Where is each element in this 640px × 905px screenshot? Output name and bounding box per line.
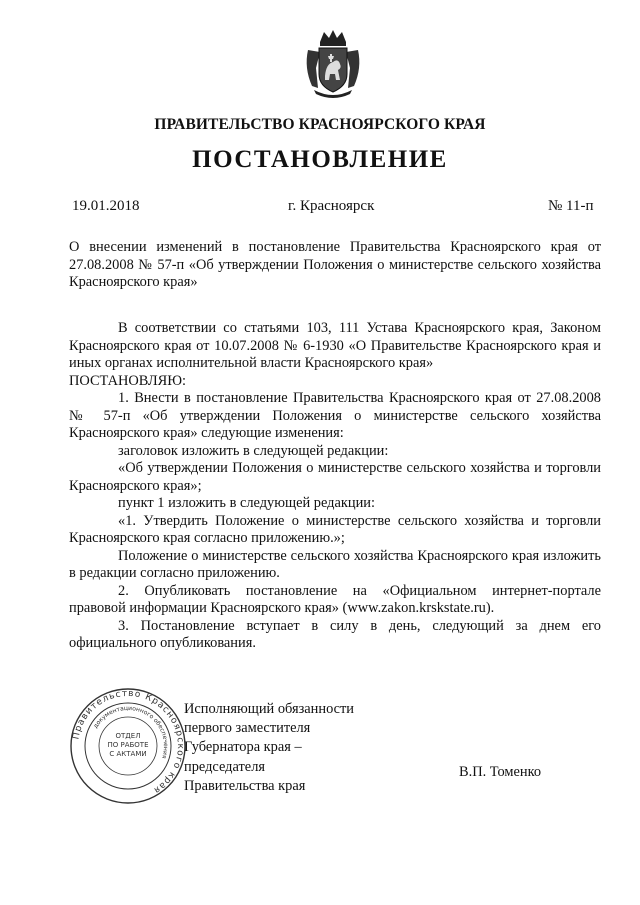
official-stamp [68,686,188,806]
title-new: «Об утверждении Положения о министерстве сельского хозяйства и торговли Красноярского края»; [69,460,601,494]
preamble: В соответствии со статьями 103, 111 Устава Красноярского края, Законом Красноярского края от 10.07.2008 № 6-1930 «О Правительстве Красноярского края и иных органах исполнительной власти Красноярского края» [69,320,601,371]
stamp-center-line-1: ОТДЕЛ [115,732,141,740]
coat-of-arms-emblem [302,28,364,98]
signatory-line-3: Губернатора края – [184,739,302,756]
signatory-line-1: Исполняющий обязанности [184,701,355,717]
document-subject: О внесении изменений в постановление Правительства Красноярского края от 27.08.2008 № 57-п «Об утверждении Положения о министерстве сельского хозяйства Красноярского края» [69,239,601,290]
title-change: заголовок изложить в следующей редакции: [118,442,389,459]
item-2: 2. Опубликовать постановление на «Официальном интернет-портале правовой информации Красноярского края» (www.zakon.krskstate.ru). [69,582,601,616]
regulation-change: Положение о министерстве сельского хозяйства Красноярского края изложить в редакции согласно приложению. [69,547,601,581]
stamp-center-line-2: ПО РАБОТЕ [107,741,149,749]
point1-new: «1. Утвердить Положение о министерстве сельского хозяйства и торговли Красноярского края согласно приложению.»; [69,512,601,546]
signatory-line-4: председателя [184,758,265,775]
stamp-outer-text: Правительство Красноярского края [71,688,186,796]
signatory-line-2: первого заместителя [184,720,311,737]
item-3: 3. Постановление вступает в силу в день, следующий за днем его официального опубликования. [69,617,601,651]
decree-word: ПОСТАНОВЛЯЮ: [69,372,187,389]
document-city: г. Красноярск [288,198,375,214]
document-date: 19.01.2018 [72,198,140,214]
signatory-line-5: Правительства края [184,777,306,794]
point1-change: пункт 1 изложить в следующей редакции: [118,495,375,511]
stamp-center-line-3: С АКТАМИ [109,750,147,758]
signatory-position [184,700,354,796]
signatory-name: В.П. Томенко [459,764,542,780]
document-body [69,320,601,653]
government-title: ПРАВИТЕЛЬСТВО КРАСНОЯРСКОГО КРАЯ [154,116,486,133]
document-type: ПОСТАНОВЛЕНИЕ [192,146,448,173]
stamp-inner-text: документационного обеспечения [92,704,170,760]
document-number: № 11-п [548,198,594,214]
item-1: 1. Внести в постановление Правительства Красноярского края от 27.08.2008 № 57-п «Об утверждении Положения о министерстве сельского хозяйства Красноярского края» следующие изменения: [69,390,601,441]
